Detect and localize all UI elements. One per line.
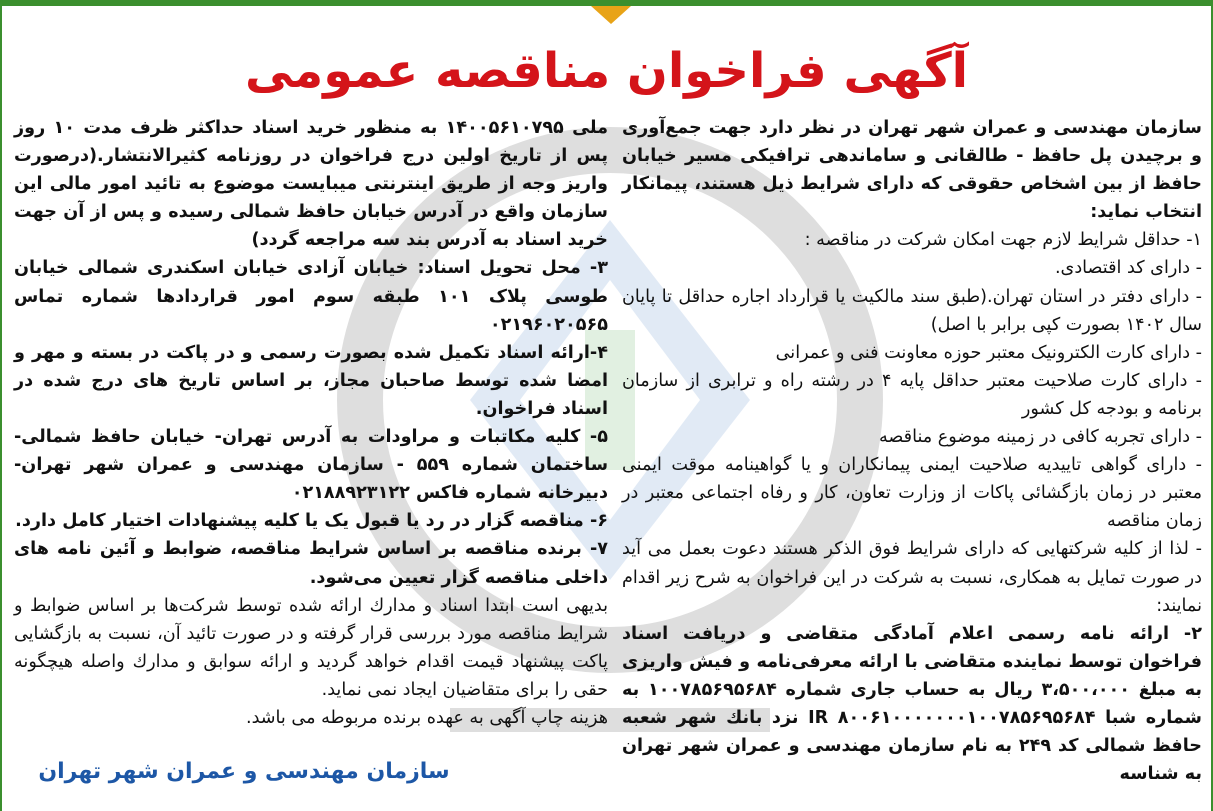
cost-note: هزینه چاپ آگهی به عهده برنده مربوطه می باشد. bbox=[245, 707, 608, 728]
condition-item: - دارای کارت الکترونیک معتبر حوزه معاونت فنی و عمرانی bbox=[775, 342, 1202, 363]
invitation-paragraph: - لذا از کلیه شرکتهایی که دارای شرایط فوق الذکر هستند دعوت بعمل می آید در صورت تمایل به همکاری، نسبت به شرکت در این فراخوان به شرح زیر اقدام نمایند: bbox=[622, 539, 1202, 616]
item-2-paragraph: ۲- ارائه نامه رسمی اعلام آمادگی متقاضی و دریافت اسناد فراخوان توسط نماینده متقاضی با ارائه معرفی‌نامه و فیش واریزی به مبلغ ۳،۵۰۰،۰۰۰ ریال به حساب جاری شماره ۱۰۰۷۸۵۶۹۵۶۸۴ به شماره شبا IR ۸۰۰۶۱۰۰۰۰۰۰۰۱۰۰۷۸۵۶۹۵۶۸۴ نزد بانك شهر شعبه حافظ شمالی کد ۲۴۹ به نام سازمان مهندسی و عمران شهر تهران به شناسه bbox=[622, 623, 1202, 785]
item-3-paragraph: ۳- محل تحویل اسناد: خیابان آزادی خیابان اسکندری شمالی خیابان طوسی پلاک ۱۰۱ طبقه سوم امور قراردادها شماره تماس ۰۲۱۹۶۰۲۰۵۶۵ bbox=[14, 258, 608, 335]
item-2-continued: ملی ۱۴۰۰۵۶۱۰۷۹۵ به منظور خرید اسناد حداکثر ظرف مدت ۱۰ روز پس از تاریخ اولین درج فراخوان در روزنامه کثیرالانتشار.(درصورت واریز وجه از طریق اینترنتی میبایست موضوع به تائید امور مالی این سازمان واقع در آدرس خیابان حافظ شمالی رسیده و پس از آن جهت خرید اسناد به آدرس بند سه مراجعه گردد) bbox=[14, 118, 608, 251]
item-4-paragraph: ۴-ارائه اسناد تکمیل شده بصورت رسمی و در پاکت در بسته و مهر و امضا شده توسط صاحبان مجاز، بر اساس تاریخ های درج شده در اسناد فراخوان. bbox=[14, 342, 608, 419]
condition-item: - دارای کد اقتصادی. bbox=[1054, 258, 1202, 279]
item-7-paragraph: ۷- برنده مناقصه بر اساس شرایط مناقصه، ضوابط و آئین نامه های داخلی مناقصه گزار تعیین می‌شود. bbox=[14, 539, 608, 588]
condition-item: - دارای تجربه کافی در زمینه موضوع مناقصه bbox=[878, 427, 1202, 448]
condition-item: - دارای دفتر در استان تهران.(طبق سند مالکیت یا قرارداد اجاره حداقل تا پایان سال ۱۴۰۲ بصورت کپی برابر با اصل) bbox=[622, 286, 1202, 335]
left-column bbox=[14, 114, 608, 732]
condition-item: - دارای گواهی تاییدیه صلاحیت ایمنی پیمانکاران و یا گواهینامه موقت ایمنی معتبر در زمان بازگشائی پاکات از وزارت تعاون، کار و رفاه اجتماعی معتبر در زمان مناقصه bbox=[622, 455, 1202, 532]
item-5-paragraph: ۵- کلیه مکاتبات و مراودات به آدرس تهران- خیابان حافظ شمالی- ساختمان شماره ۵۵۹ - سازمان مهندسی و عمران شهر تهران- دبیرخانه شماره فاکس ۰۲۱۸۸۹۲۳۱۲۲ bbox=[14, 427, 608, 504]
conditions-heading: ۱- حداقل شرایط لازم جهت امکان شرکت در مناقصه : bbox=[804, 230, 1202, 251]
signature-organization: سازمان مهندسی و عمران شهر تهران bbox=[38, 759, 450, 784]
intro-paragraph: سازمان مهندسی و عمران شهر تهران در نظر دارد جهت جمع‌آوری و برچیدن پل حافظ - طالقانی و ساماندهی ترافیکی مسیر خیابان حافظ از بین اشخاص حقوقی که دارای شرایط ذیل هستند، پیمانکار انتخاب نماید: bbox=[622, 118, 1202, 223]
item-6-paragraph: ۶- مناقصه گزار در رد یا قبول یک یا کلیه پیشنهادات اختیار کامل دارد. bbox=[15, 511, 608, 532]
page-title: آگهی فراخوان مناقصه عمومی bbox=[244, 43, 969, 99]
right-column bbox=[622, 114, 1202, 788]
note-paragraph: بدیهی است ابتدا اسناد و مدارك ارائه شده توسط شرکت‌ها بر اساس ضوابط و شرایط مناقصه مورد بررسی قرار گرفته و در صورت تائید آن، نسبت به بازگشایی پاکت پیشنهاد قیمت اقدام خواهد گردید و ارائه سوابق و مدارك واصله هیچگونه حقی را برای متقاضیان ایجاد نمی نماید. bbox=[14, 595, 608, 700]
triangle-marker-icon bbox=[591, 6, 631, 24]
condition-item: - دارای کارت صلاحیت معتبر حداقل پایه ۴ در رشته راه و ترابری از سازمان برنامه و بودجه کل کشور bbox=[622, 370, 1202, 419]
